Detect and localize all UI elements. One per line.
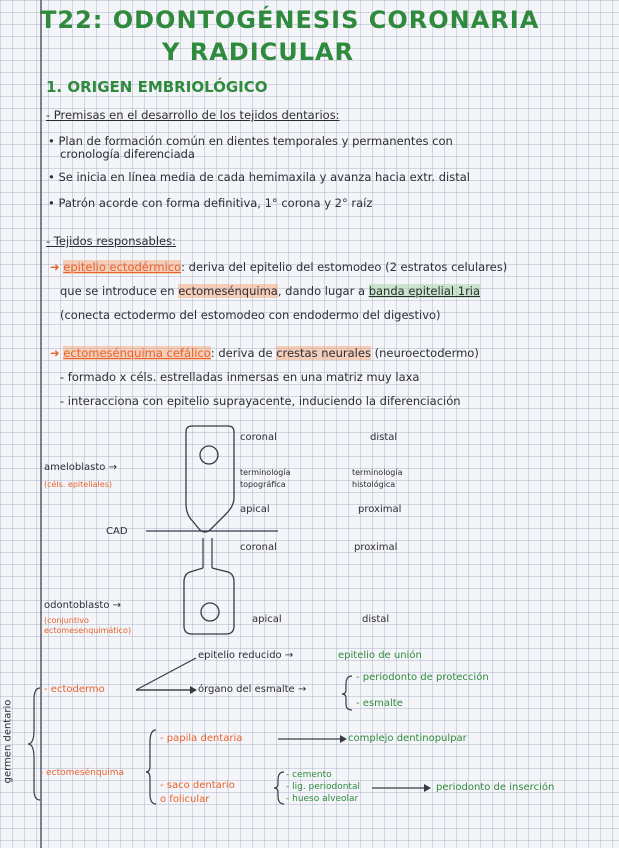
bullet-1: • Plan de formación común en dientes temporales y permanentes con — [48, 134, 453, 148]
ectomes-brace — [146, 730, 156, 804]
epitelio-reducido-label: epitelio reducido → — [198, 650, 294, 661]
proximal-top: proximal — [358, 504, 402, 515]
crestas-neurales: crestas neurales — [276, 346, 371, 360]
terminologia-histo-1: terminología — [352, 468, 403, 477]
section-heading: 1. ORIGEN EMBRIOLÓGICO — [46, 78, 268, 96]
odontoblast-cell-shape — [184, 568, 234, 634]
complejo-label: complejo dentinopulpar — [348, 733, 467, 744]
epitelio-line2-mid: , dando lugar a — [277, 284, 369, 298]
premisas-heading: - Premisas en el desarrollo de los tejidos dentarios: — [46, 108, 340, 122]
ameloblast-nucleus — [200, 446, 218, 464]
coronal-bottom: coronal — [240, 542, 277, 553]
arrow-icon: ➜ — [50, 346, 60, 360]
hueso-label: - hueso alveolar — [286, 794, 359, 804]
ectodermo-branch-up — [136, 658, 196, 690]
ectomesenquima-label: - ectomesénquima — [40, 768, 125, 778]
apical-bottom: apical — [252, 614, 282, 625]
banda-epitelial: banda epitelial 1ria — [368, 284, 481, 298]
ligamento-label: - lig. periodontal — [286, 782, 360, 792]
odontoblast-nucleus — [201, 603, 219, 621]
ectomes-sub-1: - formado x céls. estrelladas inmersas en una matriz muy laxa — [60, 370, 420, 384]
coronal-top: coronal — [240, 432, 277, 443]
proximal-bottom: proximal — [354, 542, 398, 553]
ameloblasto-label: ameloblasto → — [44, 462, 117, 473]
cad-label: CAD — [106, 526, 128, 537]
epitelio-term: epitelio ectodérmico — [63, 260, 182, 274]
periodonto-proteccion-label: - periodonto de protección — [356, 672, 489, 683]
organo-arrow-head — [190, 686, 197, 694]
saco-label-1: - saco dentario — [160, 780, 235, 791]
ectomes-end: (neuroectodermo) — [370, 346, 479, 360]
ectomes-term: ectomesénquima cefálico — [63, 346, 211, 360]
ameloblast-cell-shape — [186, 426, 234, 532]
germen-dentario-label: germen dentario — [2, 699, 14, 784]
organo-brace — [342, 676, 352, 710]
bullet-2: • Se inicia en línea media de cada hemimaxila y avanza hacia extr. distal — [48, 170, 470, 184]
apical-top: apical — [240, 504, 270, 515]
epitelio-desc: : deriva del epitelio del estomodeo (2 estratos celulares) — [181, 260, 508, 274]
saco-label-2: o folicular — [160, 794, 210, 805]
cemento-label: - cemento — [286, 770, 332, 780]
ectomes-mid: : deriva de — [210, 346, 277, 360]
epitelio-line2-pre: que se introduce en — [60, 284, 179, 298]
tejidos-heading: - Tejidos responsables: — [46, 234, 176, 248]
ectomesenquimatico-label: ectomesenquimático) — [44, 626, 132, 635]
insercion-arrow-head — [424, 784, 431, 792]
ectomes-term-inline: ectomesénquima — [178, 284, 278, 298]
bullet-3: • Patrón acorde con forma definitiva, 1° corona y 2° raíz — [48, 196, 373, 210]
arrow-icon: ➜ — [50, 260, 60, 274]
germen-brace — [28, 688, 40, 800]
terminologia-topo-2: topográfica — [240, 480, 286, 489]
papila-arrow-head — [340, 735, 347, 743]
odontoblasto-label: odontoblasto → — [44, 600, 122, 611]
esmalte-label: - esmalte — [356, 698, 403, 709]
ectomes-sub-2: - interacciona con epitelio suprayacente, induciendo la diferenciación — [60, 394, 461, 408]
distal-top: distal — [370, 432, 398, 443]
page-title: T22: ODONTOGÉNESIS CORONARIA — [40, 6, 540, 34]
ectodermo-label: - ectodermo — [44, 684, 105, 695]
celulas-epiteliales-label: (céls. epiteliales) — [44, 480, 112, 489]
papila-label: - papila dentaria — [160, 733, 243, 744]
conjuntivo-label: (conjuntivo — [44, 616, 89, 625]
distal-bottom: distal — [362, 614, 390, 625]
epitelio-line-3: (conecta ectodermo del estomodeo con endodermo del digestivo) — [60, 308, 441, 322]
bullet-1-cont: cronología diferenciada — [60, 147, 195, 161]
organo-esmalte-label: órgano del esmalte → — [198, 684, 307, 695]
terminologia-topo-1: terminología — [240, 468, 291, 477]
page-title-line2: Y RADICULAR — [162, 38, 355, 66]
odontoblast-process — [203, 538, 212, 568]
terminologia-histo-2: histológica — [352, 480, 396, 489]
periodonto-insercion-label: periodonto de inserción — [436, 782, 555, 793]
saco-brace — [274, 772, 284, 804]
epitelio-union-label: epitelio de unión — [338, 650, 422, 661]
